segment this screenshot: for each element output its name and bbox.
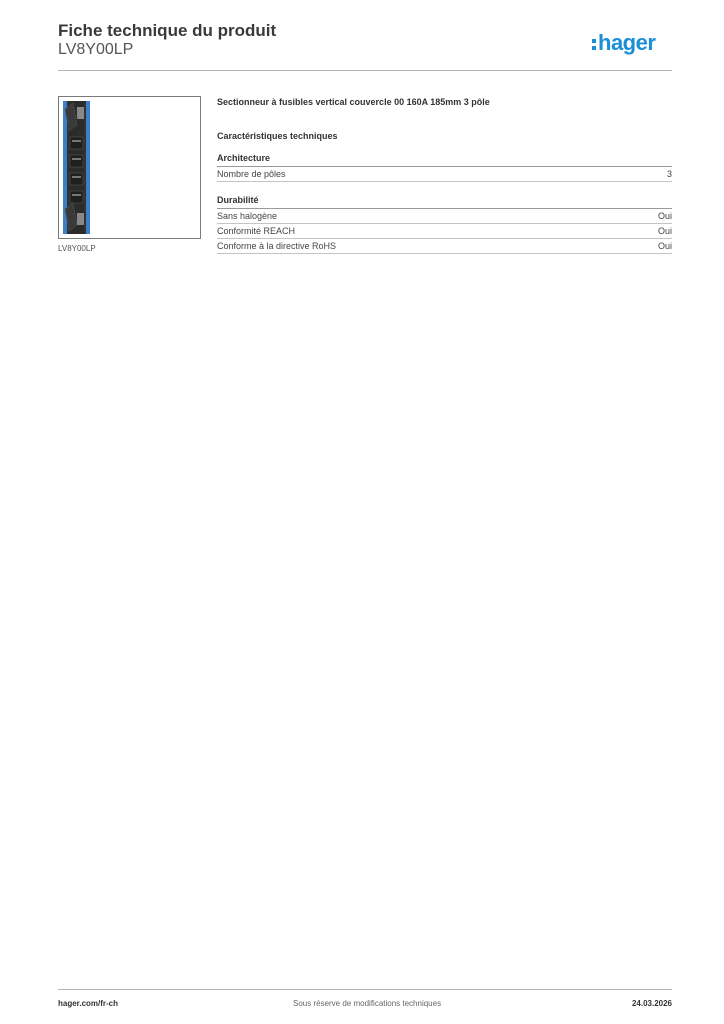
spec-group-title: Durabilité [217, 195, 672, 209]
hager-logo [592, 30, 672, 56]
spec-label: Conforme à la directive RoHS [217, 241, 337, 251]
product-reference: LV8Y00LP [58, 41, 134, 58]
spec-value: Oui [657, 241, 672, 251]
website-link[interactable]: hager.com/fr-ch [58, 999, 119, 1008]
spec-group-durability [217, 195, 672, 254]
spec-row [217, 239, 672, 254]
page-header [58, 20, 672, 71]
spec-row [217, 167, 672, 182]
logo-wordmark: hager [598, 30, 656, 55]
spec-group-title: Architecture [217, 153, 672, 167]
spec-content [217, 96, 672, 254]
spec-row [217, 209, 672, 224]
spec-value: Oui [657, 226, 672, 236]
spec-label: Nombre de pôles [217, 169, 286, 179]
image-caption: LV8Y00LP [58, 244, 96, 253]
page-title: Fiche technique du produit [58, 21, 277, 40]
spec-label: Conformité REACH [217, 226, 296, 236]
fuse-disconnector-illustration [59, 97, 200, 238]
product-image [58, 96, 201, 239]
product-description: Sectionneur à fusibles vertical couvercle 00 160A 185mm 3 pôle [217, 97, 490, 107]
spec-value: 3 [666, 169, 672, 179]
spec-group-architecture [217, 153, 672, 182]
document-date: 24.03.2026 [631, 999, 672, 1008]
spec-label: Sans halogène [217, 211, 278, 221]
page-footer [58, 989, 672, 1014]
spec-row [217, 224, 672, 239]
technical-characteristics-heading: Caractéristiques techniques [217, 131, 338, 141]
footer-notice: Sous réserve de modifications techniques [293, 999, 442, 1008]
spec-value: Oui [657, 211, 672, 221]
